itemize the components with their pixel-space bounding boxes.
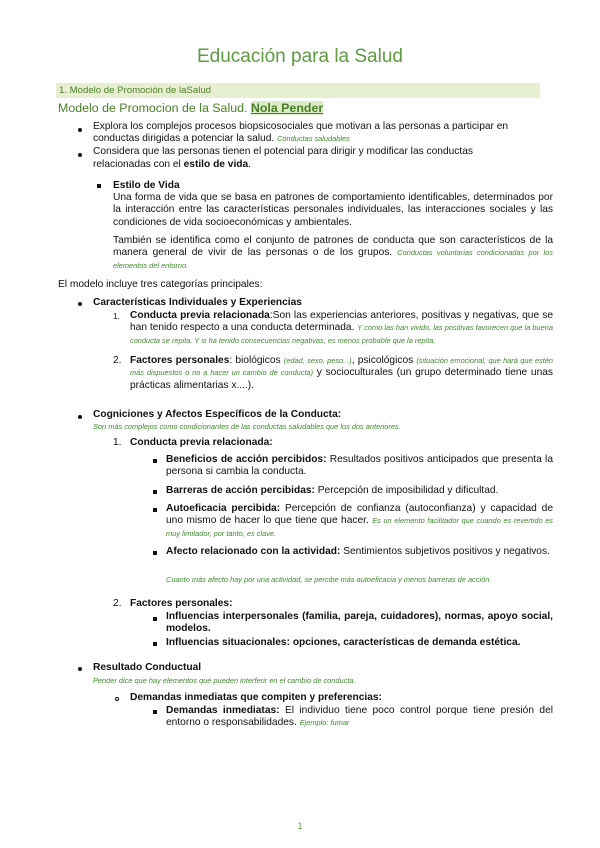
document-title: Educación para la Salud xyxy=(197,46,403,67)
beneficios-item xyxy=(166,454,553,479)
subitem-title-text: Demandas inmediatas que compiten y preferencias: xyxy=(130,692,382,703)
bullet-circle xyxy=(115,697,119,701)
category-1-title xyxy=(93,297,302,309)
influencias-situacionales xyxy=(166,637,520,649)
category-1-item-2 xyxy=(130,355,553,392)
bullet-dot xyxy=(78,302,82,306)
estilo-de-vida-text-2: También se identifica como el conjunto de patrones de conducta que son característicos de la manera general de vivir de las personas o de los grupos. xyxy=(113,235,553,259)
item-title-text: Conducta previa relacionada: xyxy=(130,437,273,448)
influencias-interpersonales xyxy=(166,611,553,636)
estilo-de-vida-term: estilo de vida xyxy=(183,159,249,170)
barreras-item xyxy=(166,485,498,497)
category-3-title-text: Resultado Conductual xyxy=(93,662,202,673)
handwritten-note: Pender dice que hay elementos que pueden interferir en el cambio de conducta. xyxy=(93,676,356,685)
list-number: 2. xyxy=(113,598,122,609)
bullet-1-text: conductas dirigidas a potenciar la salud. xyxy=(93,133,275,144)
item-label: Demandas inmediatas: xyxy=(166,705,280,716)
bullet-dot xyxy=(78,415,82,419)
handwritten-note: Es un elemento facilitador que cuando es revertido es muy limitador, por tanto, es clave. xyxy=(166,516,553,538)
subtitle-prefix: Modelo de Promocion de la Salud. xyxy=(58,101,248,115)
list-number: 2. xyxy=(113,355,122,366)
handwritten-note: Cuanto más afecto hay por una actividad, se percibe más autoeficacia y menos barreras de acción. xyxy=(166,575,492,584)
handwritten-note: (situación emocional, que hará que estén más dispuestos o no a hacer un cambio de conducta) xyxy=(130,356,553,378)
item-text: : biológicos xyxy=(229,355,284,366)
category-1-title-text: Características Individuales y Experiencias xyxy=(93,297,302,308)
bullet-square xyxy=(153,642,157,646)
handwritten-note: Y como las han vivido, las positivas favorecen que la buena conducta se repita. Y si ha tenido consecuencias negativas, es menos probable que la repita. xyxy=(130,323,553,345)
bullet-square xyxy=(153,490,157,494)
estilo-de-vida-title-text: Estilo de Vida xyxy=(113,180,180,191)
handwritten-note: Son más complejos como condicionantes de las conductas saludables que los dos anteriores. xyxy=(93,422,401,431)
bullet-square xyxy=(153,508,157,512)
bullet-square xyxy=(153,551,157,555)
bullet-1-line-1: Explora los complejos procesos biopsicosociales que motivan a las personas a participar en xyxy=(93,121,509,132)
bullet-2-text: relacionadas con el xyxy=(93,159,184,170)
handwritten-note: Conductas voluntarias condicionadas por los elementos del entorno. xyxy=(113,248,553,270)
item-text: y socioculturales (un grupo determinado tiene unas prácticas alimentarias x....). xyxy=(130,367,553,391)
list-number: 1. xyxy=(113,312,120,321)
categories-intro: El modelo incluye tres categorías principales: xyxy=(58,279,263,290)
item-title-text: Factores personales: xyxy=(130,598,233,609)
category-3-subitem-title xyxy=(130,692,382,704)
list-number: 1. xyxy=(113,437,122,448)
estilo-de-vida-title xyxy=(113,180,180,192)
item-label: Beneficios de acción percibidos: xyxy=(166,454,327,465)
handwritten-note: Conductas saludables xyxy=(277,134,350,143)
category-3-title xyxy=(93,662,201,674)
category-2-title xyxy=(93,409,341,421)
bullet-dot xyxy=(78,128,82,132)
bullet-square xyxy=(153,459,157,463)
bullet-square xyxy=(153,617,157,621)
category-2-item-2-title xyxy=(130,598,232,610)
handwritten-note: (edad, sexo, peso...) xyxy=(283,356,352,365)
page-number: 1 xyxy=(297,821,303,831)
item-text: El individuo tiene poco control porque tiene presión del entorno o responsabilidades. xyxy=(166,705,554,729)
bullet-dot xyxy=(78,153,82,157)
bullet-dot xyxy=(78,667,82,671)
bullet-2-line-1: Considera que las personas tienen el potencial para dirigir y modificar las conductas xyxy=(93,146,473,157)
subtitle-highlight: Nola Pender xyxy=(250,101,324,115)
category-1-item-1 xyxy=(130,310,553,347)
item-text: Influencias interpersonales (familia, pareja, cuidadores), normas, apoyo social, modelos. xyxy=(166,611,553,635)
item-label: Afecto relacionado con la actividad: xyxy=(166,546,341,557)
autoeficacia-item xyxy=(166,503,553,540)
item-text: Influencias situacionales: opciones, características de demanda estética. xyxy=(166,637,521,648)
demandas-inmediatas-item xyxy=(166,705,553,730)
estilo-de-vida-definition: Una forma de vida que se basa en patrones de comportamiento identificables, determinados por la interacción entre las características personales individuales, las interacciones sociales y las condiciones de vida socioeconómicas y ambientales. xyxy=(113,192,553,228)
subtitle xyxy=(58,101,323,115)
afecto-item xyxy=(166,546,553,558)
item-text: Percepción de imposibilidad y dificultad. xyxy=(314,485,499,496)
item-label: Autoeficacia percibida: xyxy=(166,503,281,514)
bullet-2-line-2 xyxy=(93,159,251,171)
item-text: :Son las experiencias anteriores, positivas y negativas, que se han tenido respecto a una conducta determinada. xyxy=(130,310,553,334)
category-2-item-1-title xyxy=(130,437,273,449)
bullet-square xyxy=(97,184,101,188)
estilo-de-vida-paragraph xyxy=(113,235,553,272)
item-text: , psicológicos xyxy=(351,355,417,366)
section-header: 1. Modelo de Promoción de laSalud xyxy=(56,83,540,98)
item-text: Sentimientos subjetivos positivos y negativos. xyxy=(340,546,550,557)
bullet-1-line-2 xyxy=(93,133,350,145)
item-label: Factores personales xyxy=(130,355,230,366)
item-label: Barreras de acción percibidas: xyxy=(166,485,315,496)
bullet-square xyxy=(153,710,157,714)
handwritten-note: Ejemplo: fumar xyxy=(299,718,350,728)
bullet-2-end: . xyxy=(248,159,252,170)
item-text: Percepción de confianza (autoconfianza) y capacidad de uno mismo de hacer lo que tiene que hacer. xyxy=(166,503,553,527)
category-2-title-text: Cogniciones y Afectos Específicos de la Conducta: xyxy=(93,409,342,420)
item-text: Resultados positivos anticipados que presenta la persona si cambia la conducta. xyxy=(166,454,553,478)
item-label: Conducta previa relacionada xyxy=(130,310,270,321)
